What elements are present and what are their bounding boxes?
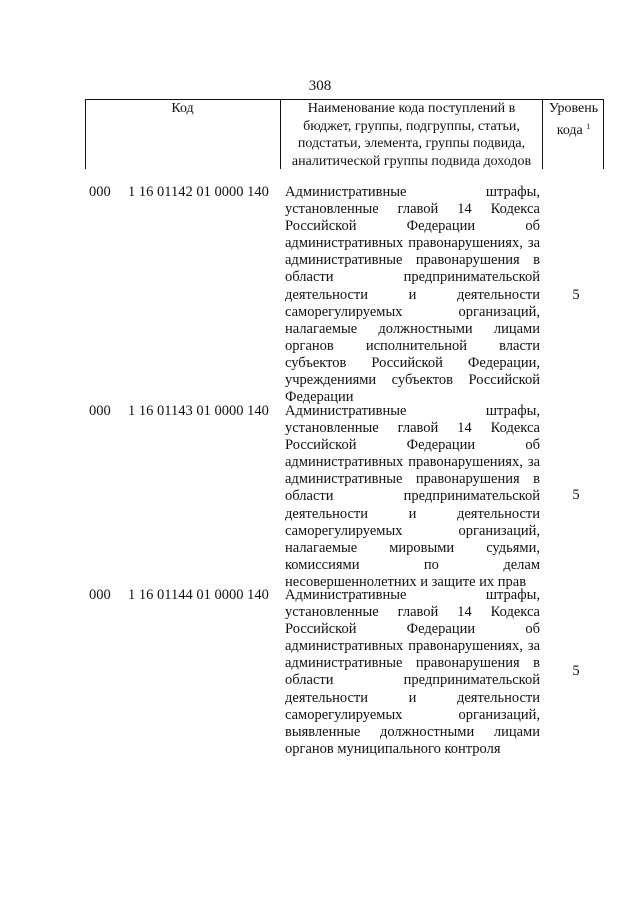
row-code: 1 16 01144 01 0000 140 — [128, 587, 269, 603]
row-code: 1 16 01143 01 0000 140 — [128, 403, 269, 419]
row-name-line: области предпринимательской — [285, 672, 540, 689]
row-name-line: Российской Федерации об — [285, 437, 540, 454]
row-name-line: административных правонарушениях, за — [285, 454, 540, 471]
header-level — [543, 100, 604, 139]
row-name-line: области предпринимательской — [285, 269, 540, 286]
row-name-line: деятельности и деятельности — [285, 286, 540, 303]
header-level-word: кода — [556, 122, 583, 138]
row-name — [285, 184, 540, 406]
row-code: 1 16 01142 01 0000 140 — [128, 184, 269, 200]
row-name-line: Административные штрафы, — [285, 587, 540, 603]
row-name-line: налагаемые должностными лицами — [285, 320, 540, 337]
row-name-line: Административные штрафы, — [285, 184, 540, 200]
row-name-line: саморегулируемых организаций, — [285, 706, 540, 723]
header-name-line: бюджет, группы, подгруппы, статьи, — [303, 118, 520, 134]
row-name-line: административные правонарушения в — [285, 655, 540, 672]
row-name-line: учреждениями субъектов Российской — [285, 372, 540, 389]
header-name-line: Наименование кода поступлений в — [307, 101, 516, 116]
row-name-line: установленные главой 14 Кодекса — [285, 420, 540, 437]
footnote-marker: 1 — [586, 121, 591, 131]
row-name — [285, 403, 540, 591]
row-name-line: несовершеннолетних и защите их прав — [285, 573, 527, 590]
row-name-line: административные правонарушения в — [285, 471, 540, 488]
header-name-line: подстатьи, элемента, группы подвида, — [297, 136, 526, 151]
row-name-line: налагаемые мировыми судьями, — [285, 539, 540, 556]
row-name-line: комиссиями по делам — [285, 556, 540, 573]
row-name-line: Российской Федерации об — [285, 621, 540, 638]
row-name-line: административных правонарушениях, за — [285, 638, 540, 655]
row-level: 5 — [572, 287, 580, 303]
row-name-line: области предпринимательской — [285, 488, 540, 505]
row-name-line: субъектов Российской Федерации, — [285, 354, 540, 371]
row-name-line: административных правонарушениях, за — [285, 235, 540, 252]
row-name-line: саморегулируемых организаций, — [285, 303, 540, 320]
page-number: 308 — [308, 78, 332, 94]
row-name-line: административные правонарушения в — [285, 252, 540, 269]
header-level-line: Уровень — [548, 101, 599, 116]
row-name-line: органов муниципального контроля — [285, 740, 501, 757]
row-level: 5 — [572, 663, 580, 679]
row-level: 5 — [572, 487, 580, 503]
row-name-line: Административные штрафы, — [285, 403, 540, 419]
row-name — [285, 587, 540, 758]
table-header — [85, 99, 604, 169]
header-name — [281, 100, 542, 170]
row-name-line: органов исполнительной власти — [285, 337, 540, 354]
header-level-line — [543, 118, 604, 140]
row-name-line: саморегулируемых организаций, — [285, 522, 540, 539]
row-name-line: установленные главой 14 Кодекса — [285, 604, 540, 621]
row-name-line: установленные главой 14 Кодекса — [285, 201, 540, 218]
row-prefix: 000 — [89, 403, 111, 419]
header-name-line: аналитической группы подвида доходов — [291, 153, 532, 169]
header-code: Код — [171, 101, 194, 116]
row-prefix: 000 — [89, 184, 111, 200]
row-name-line: Российской Федерации об — [285, 218, 540, 235]
row-prefix: 000 — [89, 587, 111, 603]
row-name-line: Федерации — [285, 389, 354, 406]
row-name-line: деятельности и деятельности — [285, 689, 540, 706]
row-name-line: деятельности и деятельности — [285, 505, 540, 522]
row-name-line: выявленные должностными лицами — [285, 723, 540, 740]
